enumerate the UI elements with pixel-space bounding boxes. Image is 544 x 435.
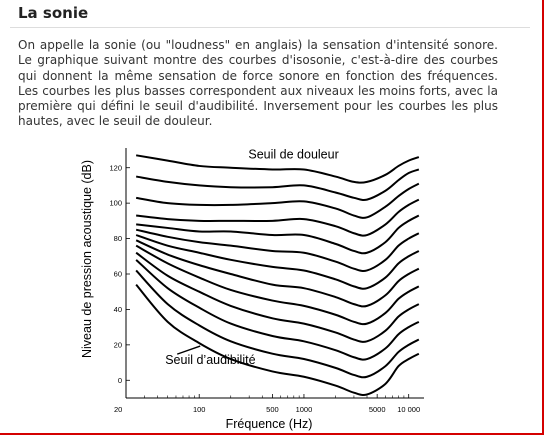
loudness-curve-12 [136, 169, 419, 199]
x-tick-label: 100 [192, 405, 206, 414]
y-tick-label: 20 [113, 340, 122, 350]
x-tick-label: 20 [114, 405, 123, 414]
y-tick-label: 100 [109, 198, 122, 208]
y-axis-title: Niveau de pression acoustique (dB) [80, 159, 94, 359]
chart-annotations [165, 147, 339, 367]
x-axis-title: Fréquence (Hz) [225, 417, 313, 431]
page-title: La sonie [18, 4, 89, 22]
annotation-pain-threshold: Seuil de douleur [248, 147, 339, 162]
x-tick-label: 1000 [295, 405, 313, 414]
x-tick-label: 10 000 [397, 405, 421, 414]
x-tick-label: 5000 [368, 405, 386, 414]
intro-paragraph: On appelle la sonie (ou "loudness" en anglais) la sensation d'intensité sonore. Le graphique suivant montre des courbes d'isosonie, c'est-à-dire des courbes qui donnent la même sensation de force sonore en fonction des fréquences. Les courbes les plus basses correspondent aux niveaux les moins forts, avec la première qui défini le seuil d'audibilité. Inversement pour les courbes les plus hautes, avec le seuil de douleur. [18, 38, 498, 129]
y-tick-label: 60 [113, 269, 122, 279]
x-tick-label: 500 [266, 405, 279, 414]
loudness-curve-7 [136, 235, 419, 289]
annotation-hearing-threshold: Seuil d’audibilité [165, 353, 256, 368]
y-tick-label: 0 [117, 375, 122, 385]
y-tick-label: 120 [109, 163, 122, 173]
isophone-chart [78, 142, 438, 434]
x-tick-labels [114, 394, 420, 414]
y-tick-labels [109, 163, 130, 385]
loudness-curve-3 [136, 260, 419, 360]
loudness-curve-11 [136, 184, 419, 218]
y-tick-label: 80 [113, 234, 122, 244]
y-tick-label: 40 [113, 305, 122, 315]
title-divider [10, 27, 530, 28]
